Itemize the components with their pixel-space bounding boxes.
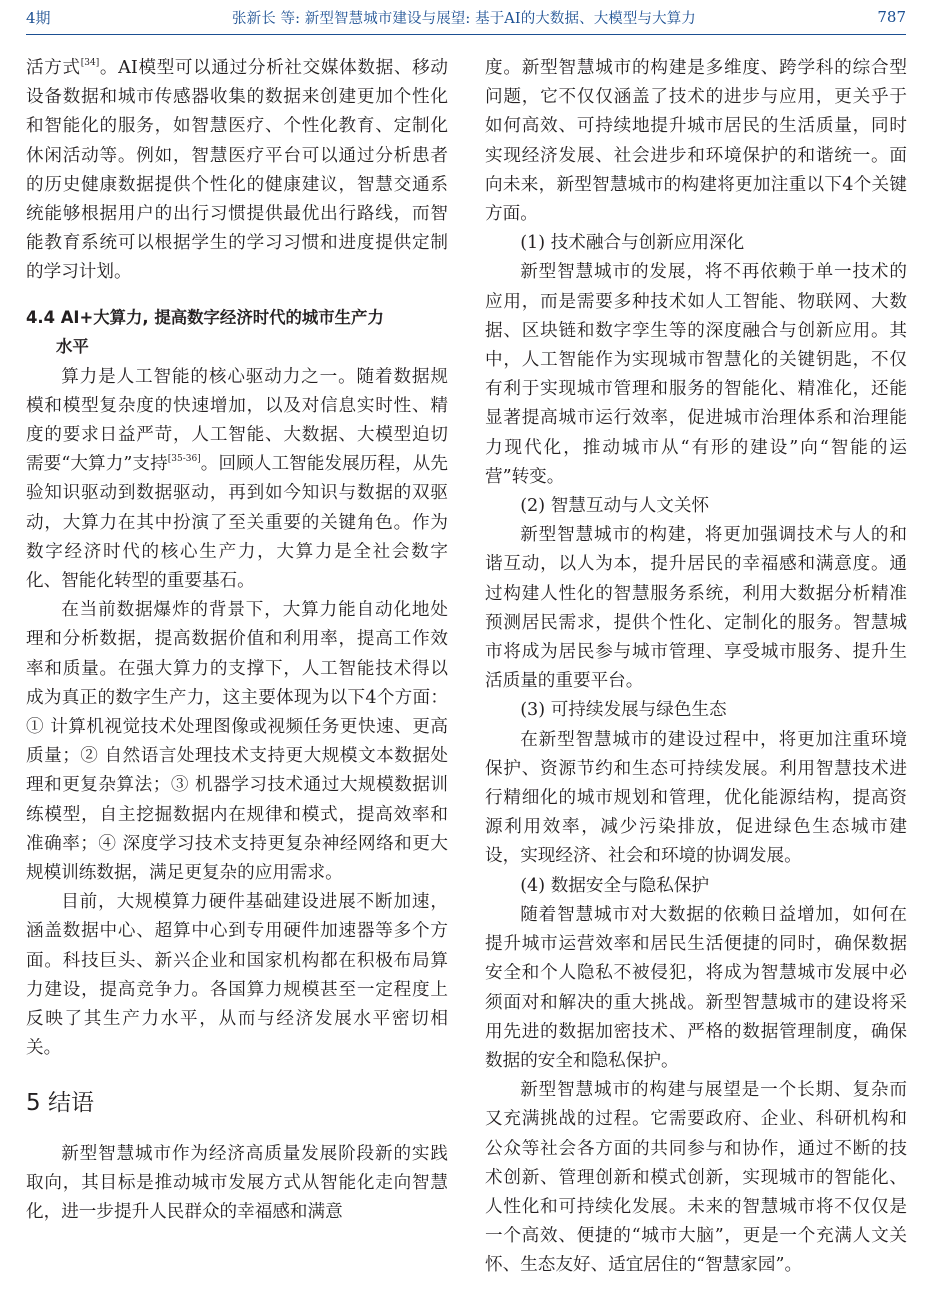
paragraph: 活方式[34]。AI模型可以通过分析社交媒体数据、移动设备数据和城市传感器收集的数据来创建更加个性化和智能化的服务，如智慧医疗、个性化教育、定制化休闲活动等。例如，智慧医疗平台可以通过分析患者的历史健康数据提供个性化的健康建议，智慧交通系统能够根据用户的出行习惯提供最优出行路线，而智能教育系统可以根据学生的学习习惯和进度提供定制的学习计划。 <box>26 58 448 283</box>
subheading: (3) 可持续发展与绿色生态 <box>520 700 727 721</box>
paragraph: 目前，大规模算力硬件基础建设进展不断加速，涵盖数据中心、超算中心到专用硬件加速器等多个方面。科技巨头、新兴企业和国家机构都在积极布局算力建设，提高竞争力。各国算力规模甚至一定程度上反映了其生产力水平，从而与经济发展水平密切相关。 <box>26 892 448 1059</box>
section-heading-4-4: 4.4 AI+大算力, 提高数字经济时代的城市生产力 水平 <box>26 307 384 356</box>
paragraph: 在新型智慧城市的建设过程中，将更加注重环境保护、资源节约和生态可持续发展。利用智慧技术进行精细化的城市规划和管理，优化能源结构，提高资源利用效率，减少污染排放，促进绿色生态城市建设，实现经济、社会和环境的协调发展。 <box>485 729 907 867</box>
issue-number: 4期 <box>26 8 51 27</box>
paragraph: 算力是人工智能的核心驱动力之一。随着数据规模和模型复杂度的快速增加，以及对信息实时性、精度的要求日益严苛，人工智能、大数据、大模型迫切需要“大算力”支持[35-36]。回顾人工智能发展历程，从先验知识驱动到数据驱动，再到如今知识与数据的双驱动，大算力在其中扮演了至关重要的关键角色。作为数字经济时代的核心生产力，大算力是全社会数字化、智能化转型的重要基石。 <box>26 366 448 592</box>
citation: [34] <box>80 58 100 68</box>
paragraph: 随着智慧城市对大数据的依赖日益增加，如何在提升城市运营效率和居民生活便捷的同时，确保数据安全和个人隐私不被侵犯，将成为智慧城市发展中必须面对和解决的重大挑战。新型智慧城市的建设将采用先进的数据加密技术、严格的数据管理制度，确保数据的安全和隐私保护。 <box>485 904 907 1071</box>
running-title: 张新长 等: 新型智慧城市建设与展望: 基于AI的大数据、大模型与大算力 <box>232 10 696 27</box>
citation: [35-36] <box>167 454 201 465</box>
chapter-heading-5: 5 结语 <box>26 1089 94 1116</box>
running-header <box>26 0 906 35</box>
paragraph: 度。新型智慧城市的构建是多维度、跨学科的综合型问题，它不仅仅涵盖了技术的进步与应用，更关乎于如何高效、可持续地提升城市居民的生活质量，同时实现经济发展、社会进步和环境保护的和谐统一。面向未来，新型智慧城市的构建将更加注重以下4个关键方面。 <box>485 58 907 225</box>
paragraph: 在当前数据爆炸的背景下，大算力能自动化地处理和分析数据，提高数据价值和利用率，提高工作效率和质量。在强大算力的支撑下，人工智能技术得以成为真正的数字生产力，这主要体现为以下4个方面：① 计算机视觉技术处理图像或视频任务更快速、更高质量；② 自然语言处理技术支持更大规模文本数据处理和更复杂算法；③ 机器学习技术通过大规模数据训练模型，自主挖掘数据内在规律和模式，提高效率和准确率；④ 深度学习技术支持更复杂神经网络和更大规模训练数据，满足更复杂的应用需求。 <box>26 600 448 884</box>
page-number: 787 <box>877 8 906 26</box>
paragraph: 新型智慧城市的构建与展望是一个长期、复杂而又充满挑战的过程。它需要政府、企业、科研机构和公众等社会各方面的共同参与和协作，通过不断的技术创新、管理创新和模式创新，实现城市的智能化、人性化和可持续化发展。未来的智慧城市将不仅仅是一个高效、便捷的“城市大脑”，更是一个充满人文关怀、生态友好、适宜居住的“智慧家园”。 <box>485 1080 907 1276</box>
paragraph: 新型智慧城市的发展，将不再依赖于单一技术的应用，而是需要多种技术如人工智能、物联网、大数据、区块链和数字孪生等的深度融合与创新应用。其中，人工智能作为实现城市智慧化的关键钥匙，不仅有利于实现城市管理和服务的智能化、精准化，还能显著提高城市运行效率，促进城市治理体系和治理能力现代化，推动城市从“有形的建设”向“智能的运营”转变。 <box>485 262 907 487</box>
right-column <box>485 54 907 1281</box>
paragraph: 新型智慧城市作为经济高质量发展阶段新的实践取向，其目标是推动城市发展方式从智能化走向智慧化，进一步提升人民群众的幸福感和满意 <box>26 1143 448 1222</box>
left-column <box>26 54 448 1227</box>
subheading: (2) 智慧互动与人文关怀 <box>520 496 710 517</box>
subheading: (1) 技术融合与创新应用深化 <box>520 233 745 254</box>
subheading: (4) 数据安全与隐私保护 <box>520 875 710 896</box>
paragraph: 新型智慧城市的构建，将更加强调技术与人的和谐互动，以人为本，提升居民的幸福感和满意度。通过构建人性化的智慧服务系统，利用大数据分析精准预测居民需求，提供个性化、定制化的服务。智慧城市将成为居民参与城市管理、享受城市服务、提升生活质量的重要平台。 <box>485 525 907 692</box>
